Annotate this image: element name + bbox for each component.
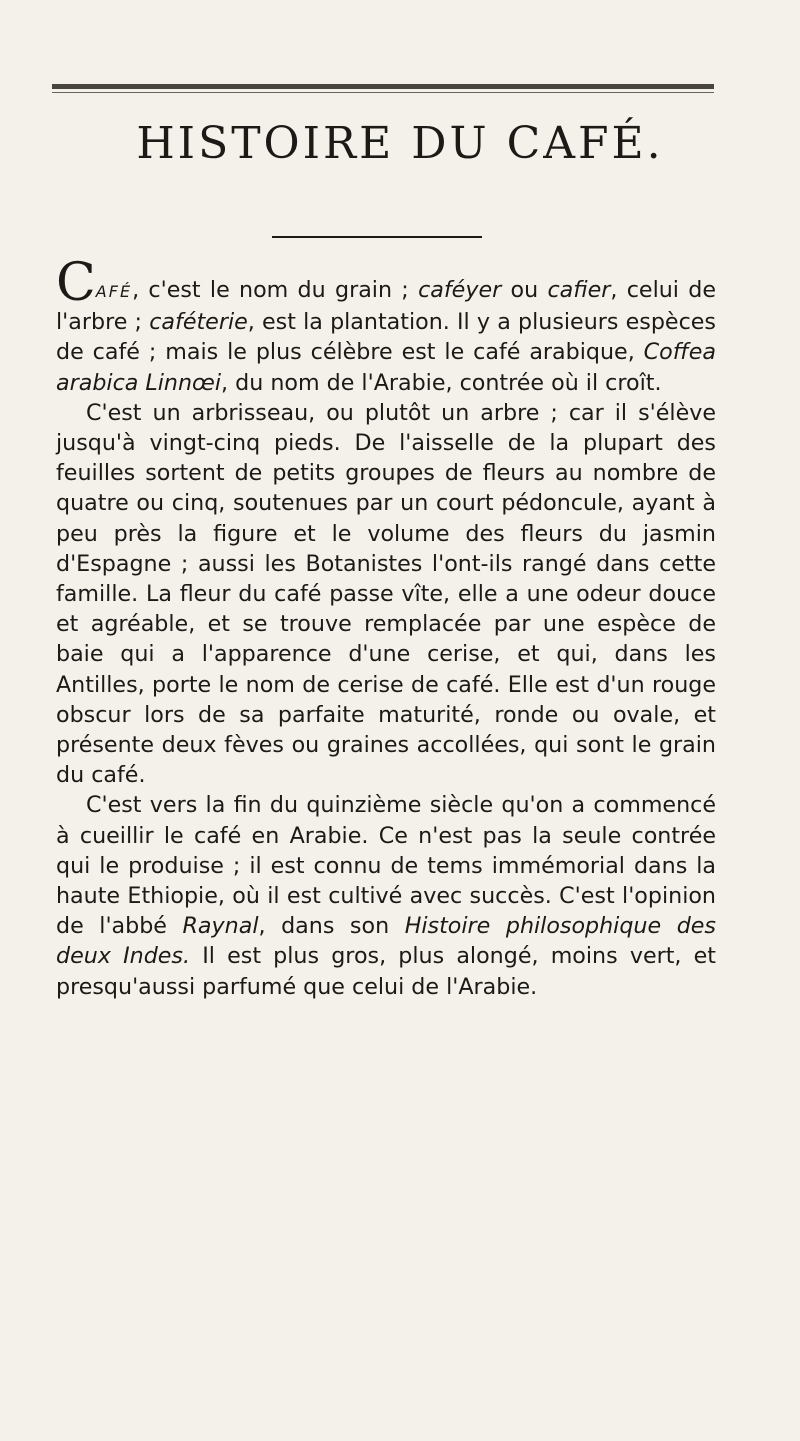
page-title: HISTOIRE DU CAFÉ. xyxy=(136,118,664,169)
title-divider xyxy=(272,236,482,238)
lead-word: AFÉ xyxy=(95,282,133,301)
paragraph-2: C'est un arbrisseau, ou plutôt un arbre ; car il s'élève jusqu'à vingt-cinq pieds. De l'aisselle de la plupart des feuilles sortent de petits groupes de fleurs au nombre de quatre ou cinq, soutenues par un court pédoncule, ayant à peu près la figure et le volume des fleurs du jasmin d'Espagne ; aussi les Botanistes l'ont-ils rangé dans cette famille. La fleur du café passe vîte, elle a une odeur douce et agréable, et se trouve remplacée par une espèce de baie qui a l'apparence d'une cerise, et qui, dans les Antilles, porte le nom de cerise de café. Elle est d'un rouge obscur lors de sa parfaite maturité, ronde ou ovale, et présente deux fèves ou graines accollées, qui sont le grain du café. xyxy=(56,399,716,789)
drop-cap: C xyxy=(56,253,96,313)
paragraph-1: CAFÉ, c'est le nom du grain ; caféyer ou cafier, celui de l'arbre ; caféterie, est la plantation. Il y a plusieurs espèces de café ; mais le plus célèbre est le café arabique, Coffea arabica Linnœi, du nom de l'Arabie, contrée où il croît. xyxy=(56,253,716,396)
top-rule xyxy=(52,84,714,89)
top-rule-thin xyxy=(52,92,714,93)
paragraph-3: C'est vers la fin du quinzième siècle qu'on a commencé à cueillir le café en Arabie. Ce n'est pas la seule contrée qui le produise ; il est connu de tems immémorial dans la haute Ethiopie, où il est cultivé avec succès. C'est l'opinion de l'abbé Raynal, dans son Histoire philosophique des deux Indes. Il est plus gros, plus alongé, moins vert, et presqu'aussi parfumé que celui de l'Arabie. xyxy=(56,792,717,1000)
body-text xyxy=(56,253,717,1002)
